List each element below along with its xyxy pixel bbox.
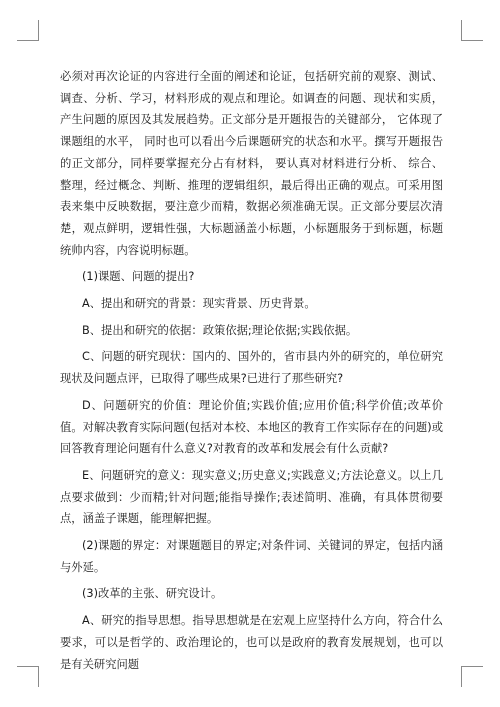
body-paragraph: E、问题研究的意义：现实意义;历史意义;实践意义;方法论意义。以上几点要求做到：少而精;针对问题;能指导操作;表述简明、准确，有具体贯彻要点，涵盖子课题，能理解把握。 <box>60 468 443 526</box>
crop-mark-bottom-right-v <box>461 666 462 687</box>
body-paragraph: D、问题研究的价值：理论价值;实践价值;应用价值;科学价值;改革价值。对解决教育实际问题(包括对本校、本地区的教育工作实际存在的问题)或回答教育理论问题有什么意义?对教育的改革和发展会有什么贡献? <box>60 398 443 456</box>
body-paragraph: A、研究的指导思想。指导思想就是在宏观上应坚持什么方向，符合什么要求，可以是哲学的、政治理论的，也可以是政府的教育发展规划，也可以是有关研究问题 <box>60 614 443 671</box>
body-paragraph: 必须对再次论证的内容进行全面的阐述和论证，包括研究前的观察、测试、调查、分析、学习，材料形成的观点和理论。如调查的问题、现状和实质，产生问题的原因及其发展趋势。正文部分是开题报告的关键部分， 它体现了课题组的水平， 同时也可以看出今后课题研究的状态和水平。撰写开题报告的正文部分，同样要掌握充分占有材料， 要认真对材料进行分析、 综合、 整理，经过概念、判断、推理的逻辑组织，最后得出正确的观点。可采用图表来集中反映数据，要注意少而精，数据必须准确无误。正文部分要层次清楚，观点鲜明，逻辑性强，大标题涵盖小标题，小标题服务于到标题，标题统帅内容，内容说明标题。 <box>60 70 443 257</box>
body-paragraph: B、提出和研究的依据：政策依据;理论依据;实践依据。 <box>82 323 358 337</box>
crop-mark-bottom-left-v <box>38 666 39 687</box>
body-paragraph: A、提出和研究的背景：现实背景、历史背景。 <box>82 297 316 311</box>
crop-mark-top-left-h <box>17 40 38 41</box>
crop-mark-top-right-h <box>462 40 483 41</box>
crop-mark-top-right-v <box>461 20 462 41</box>
body-paragraph: (3)改革的主张、研究设计。 <box>82 587 223 601</box>
crop-mark-top-left-v <box>38 20 39 41</box>
body-paragraph: (2)课题的界定：对课题题目的界定;对条件词、关键词的界定，包括内涵与外延。 <box>60 539 443 574</box>
document-body <box>60 66 443 675</box>
body-paragraph: C、问题的研究现状：国内的、国外的，省市县内外的研究的，单位研究现状及问题点评，已取得了哪些成果?已进行了那些研究? <box>60 350 443 386</box>
crop-mark-bottom-right-h <box>462 666 483 667</box>
crop-mark-bottom-left-h <box>17 666 38 667</box>
body-paragraph: (1)课题、问题的提出? <box>82 270 195 284</box>
